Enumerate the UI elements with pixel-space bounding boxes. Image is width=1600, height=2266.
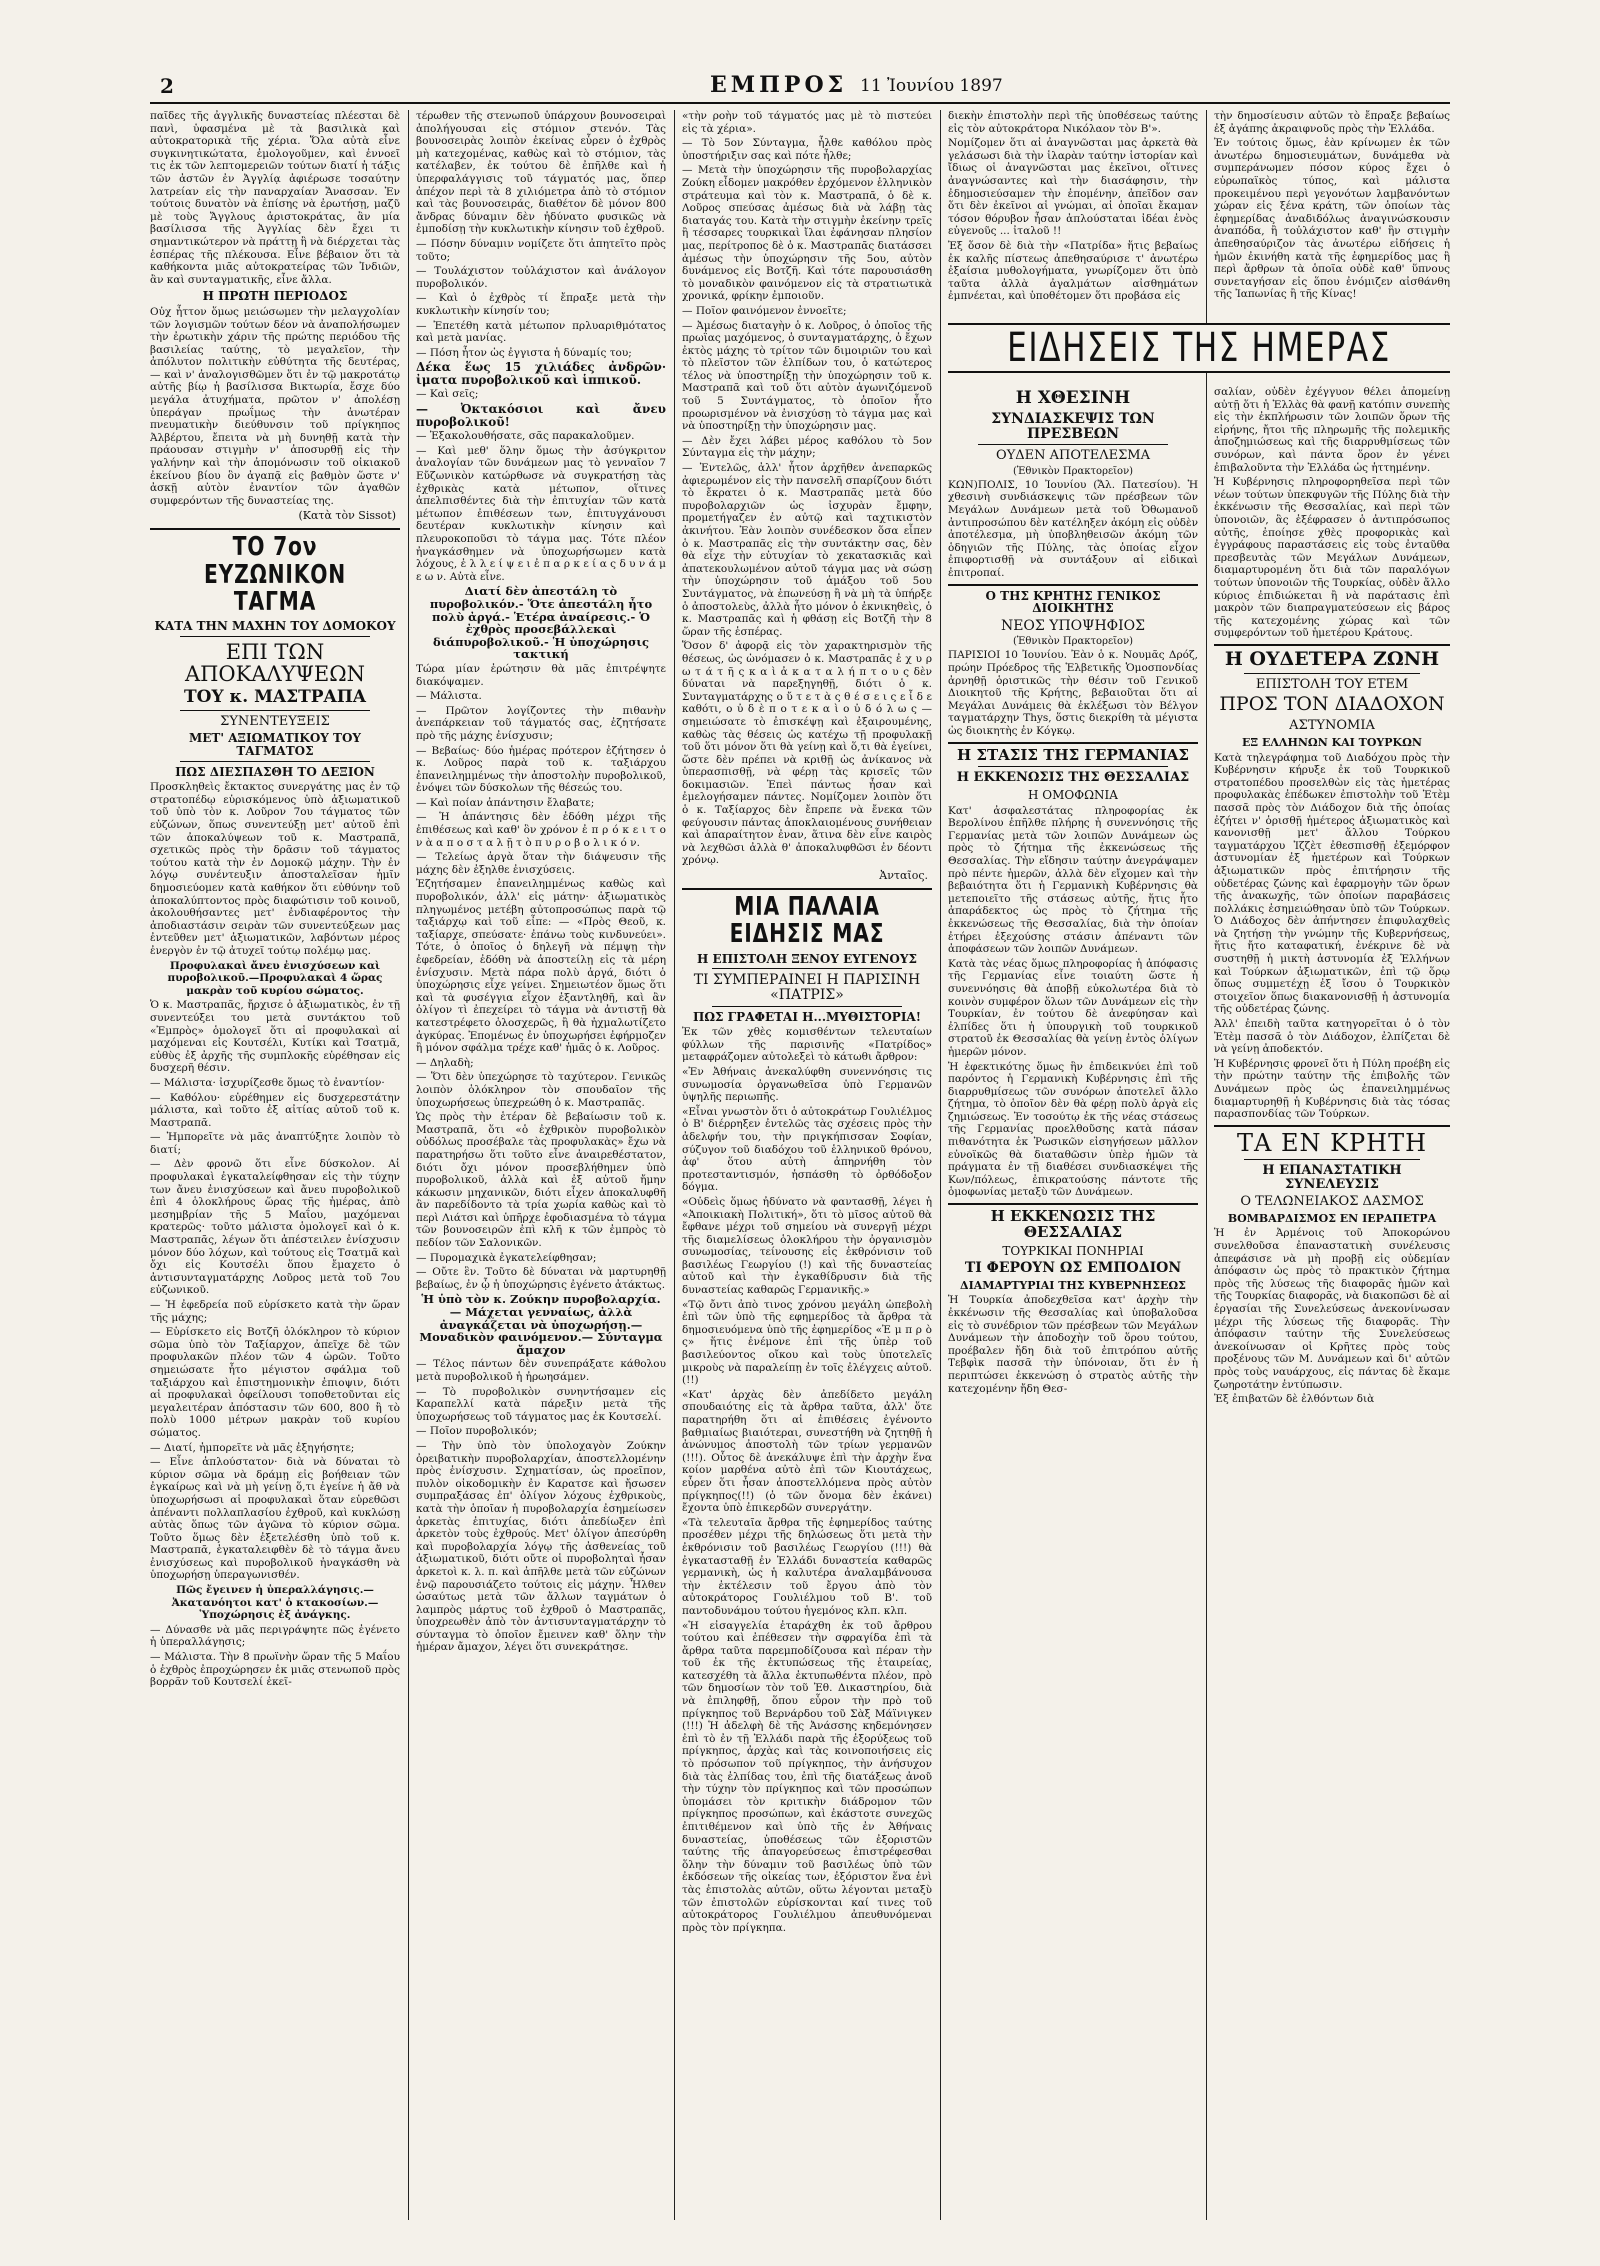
headline: ΕΙΔΗΣΕΙΣ ΤΗΣ ΗΜΕΡΑΣ	[1007, 325, 1391, 371]
source-credit: (Ἐθνικὸν Πρακτορεῖον)	[1012, 636, 1134, 648]
divider	[712, 968, 902, 969]
paragraph: Νομίζομεν ὅτι αἱ ἀναγνῶσται μας ἀρκετὰ θὰ γελάσωσι διὰ τὴν ἱλαρὰν ταύτην ἱστορίαν καὶ ἴδιως οἱ ἀναγνῶσται μας ἐκεῖνοι, οἵτινες ἀναγνώσαντες καὶ τὴν διασάφησιν, τὴν ἐδημοσιεύσαμεν τὴν ἐπομένην, ἀπεῖδον σαν ὅτι δὲν ἐκεῖνοι αἱ γνώμαι, αἱ ὁποῖαι ἔκαμαν τόσον θόρυβον ἦσαν ἀπλούσταται ἰδέαι ἑνὸς εὐγενοῦς ... ἰταλοῦ !!	[948, 137, 1198, 238]
bold-lead: Δέκα ἕως 15 χιλιάδες ἀνδρῶν· ἰματα πυροβολικοῦ καὶ ἱππικοῦ.	[416, 360, 666, 387]
paragraph: παῖδες τῆς ἀγγλικῆς δυναστείας πλέεσται δὲ πανὶ, ὑφασμένα μὲ τὰ βασιλικὰ καὶ αὐτοκρατορικὰ τῆς χέρια. Ὅλα αὐτὰ εἶνε συγκινητικώτατα, ἐμολογοῦμεν, καὶ ἐννοεῖ τις ἐκ τῶν λεπτομερειῶν τούτων διατί ἡ τάξις τῶν ἀστῶν ἐν Ἀγγλίᾳ ἀφιέρωσε τοσαύτην λατρείαν εἰς τὴν παναρχαίαν Ἄνασσαν. Ἐν τούτοις δυνατὸν νὰ ἐπίσης νὰ ἐρωτήσῃ, μαζῦ μὲ τοὺς Ἄγγλους ἀριστοκράτας, ἂν μία βασίλισσα τῆς Ἀγγλίας δὲν ἔχει τι σημαντικώτερον νὰ πράττῃ ἢ νὰ διέρχεται τὰς ἑσπέρας τῆς πλέκουσα. Εἶνε βέβαιον ὅτι τὰ καθήκοντα μιᾶς αὐτοκρατείρας τῶν Ἰνδιῶν, ἂν καὶ συνταγματικῆς, εἶνε ἄλλα.	[150, 110, 400, 286]
paragraph: Ἐν τούτοις ὅμως, ἐὰν κρίνωμεν ἐκ τῶν ἀνωτέρω δημοσιευμάτων, δυνάμεθα νὰ συμπεράνωμεν πόσον κύρος ἔχει ὁ εὐρωπαϊκὸς τύπος, καὶ μάλιστα προκειμένου περὶ γεγονότων λαμβανόντων χώραν εἰς ξένα κράτη, τῶν ὁποίων τὰς ἐφημερίδας ἀναδιδόλως ἀναγινώσκουσιν ἀναπόδα, ἢ τοὐλάχιστον καθ' ἣν στιγμὴν ἀπεθησαύριζον τὰς ἀνωτέρω εἰδήσεις ἡ ἡμῶν ἐκινήθη κατὰ τῆς ἐφημερίδος μας ἢ περὶ ἄρθρων τὰ ὁποῖα οὐδὲ καθ' ὕπνους συνεταγήσαν εἰς ὅπου ἐνόμιζεν αἰσθάνθη τῆς Ἰαπωνίας ἢ τῆς Κίνας!	[1214, 137, 1450, 301]
paragraph: — Πυρομαχικὰ ἐγκατελείφθησαν;	[416, 1251, 597, 1264]
subheadline: ΕΞ ΕΛΛΗΝΩΝ ΚΑΙ ΤΟΥΡΚΩΝ	[1242, 736, 1422, 750]
paragraph: τέρωθεν τῆς στενωποῦ ὑπάρχουν βουνοσειραὶ ἀπολήγουσαι εἰς στόμιον στενόν. Τὰς βουνοσειρὰς λοιπὸν ἐκείνας εὗρεν ὁ ἐχθρὸς μὴ κατεχομένας, καθὼς καὶ τὸ στόμιον, τὰς κατέλαβεν, ἐκ τούτου δὲ ἐπῆλθε καὶ ἡ ὑπερφαλάγγισις τοῦ τάγματός μας, ὅπερ ἀπέχον περὶ τὰ 8 χιλιόμετρα ἀπὸ τὸ στόμιον καὶ τὰς βουνοσειράς, διαθέτον δὲ μόνον 800 ἄνδρας δύναμιν δὲν ἠδύνατο φυσικῶς νὰ ἐμποδίσῃ τὴν κυκλωτικὴν κίνησιν τοῦ ἐχθροῦ.	[416, 110, 666, 236]
divider	[948, 584, 1198, 586]
column-3	[682, 110, 932, 2220]
paragraph: «Ἡ εἰσαγγελία ἐταράχθη ἐκ τοῦ ἄρθρου τούτου καὶ ἐπέθεσεν τὴν σφραγίδα ἐπὶ τὰ ἄρθρα ταῦτα παρεμποδίζουσα καὶ πέραν τὴν τοῦ ἐκ τῆς ἐκτυπώσεως τῆς ἑταιρείας, κατεσχέθη τὰ ἄλλα ἐκτυπωθέντα πλέον, πρὸ τῶν δημοσίων τὸν τοῦ Ἐθ. Δικαστηρίου, διὰ νὰ ἐπιληφθῇ, ὅπου εὗρον τὴν πρὸ τοῦ πρίγκηπος τοῦ Βερνάρδου τοῦ Σὰξ Μάϊνιγκεν (!!!) Ἡ ἀδελφὴ δὲ τῆς Ἀνάσσης κηδεμόνησεν ἐπὶ τὸ ἐν τῇ Ἑλλάδι παρὰ τῆς ἐξορύξεως τοῦ πρίγκηπος, ἀρχὰς καὶ τὰς κοινοποιήσεις εἰς τὸ πρόσωπον τοῦ πρίγκηπος, τὴν ἀνήσυχον διὰ τὰς ἐλπίδας του, ἐπὶ τῆς διατάξεως ἀνοῦ τὴν τύχην τὸν πρίγκηπος καὶ τῶν προσώπων ὑπομάσει τὸν κριτικὴν διάδρομον τῶν πρίγκηπος προσώπων, καὶ ἐκάστοτε συνεχῶς ἐπιτιθέμενον καὶ ὑπὸ τῆς ἐν Ἀθήναις δυναστείας, ὑποθέσεως τῶν ἐξοριστῶν ταύτης τῆς ἀπαγορεύσεως ἐπιστρέφεσθαι ὅλην τὴν δύναμιν τοῦ βασιλέως ὑπὸ τῶν ἐκδόσεων τῆς οἰκείας των, ἐξόριστον ἕνα ἑνὶ τὰς ἐπιστολὰς αὐτῶν, οὕτω λέγονται μεταξὺ τῶν ἐπιστολῶν εὑρίσκονται καί τινες τοῦ αὐτοκράτορος Γουλιέλμου ἀπευθυνόμεναι πρὸς τὸν πρίγκηπα.	[682, 1619, 932, 1934]
headline: ΕΠΙ ΤΩΝ ΑΠΟΚΑΛΥΨΕΩΝ	[184, 639, 366, 686]
paragraph: — Πόσην δύναμιν νομίζετε ὅτι ἀπητεῖτο πρὸς τοῦτο;	[416, 237, 666, 263]
subheadline: Η ΕΠΑΝΑΣΤΑΤΙΚΗ ΣΥΝΕΛΕΥΣΙΣ	[1262, 1162, 1402, 1192]
paragraph: Ἐζητήσαμεν ἐπανειλημμένως καθὼς καὶ πυροβολικόν, ἀλλ' εἰς μάτην· ἀξιωματικὸς πληγωμένος μετέβη αὐτοπροσώπως παρὰ τῷ ταξιάρχῳ καὶ τοῦ εἶπε: — «Πρὸς Θεοῦ, κ. ταξίαρχε, σπεύσατε· ἐπάνω τοὺς κινδυνεύει». Τότε, ὁ ὁποῖος ὁ δηλεγῆ νὰ πέμψῃ τὴν ἐφεδρείαν, ἐδόθη νὰ ἀποστείλῃ εἰς τὰ μέρη ἐνίσχυσιν. Μετὰ πάρα πολὺ ἀργά, διότι ὁ ὑποχώρησις εἶχε γείνει. Σημειωτέον ὅμως ὅτι καὶ τὰ φυσέγγια εἶχον ἐξαντληθῆ, καὶ ἂν ὀλίγον τὶ ἐπεχείρει τὸ τάγμα νὰ ἀντιστῇ θὰ κατεστρέφετο ὁλοσχερῶς, ἢ θὰ ἠχμαλωτίζετο ἀγκύρας. Ἐπομένως ἐν ὑποχωρήσει ἐφήρμοζεν ἢ μόνον σφάλμα τρέχε καθ' ἡμᾶς ὁ κ. Λοῦρος.	[416, 878, 666, 1055]
paragraph: — Ἐπετέθη κατὰ μέτωπον πρλυαριθμότατος καὶ μετὰ μανίας.	[416, 319, 666, 345]
paragraph: Ὡς πρὸς τὴν ἑτέραν δὲ βεβαίωσιν τοῦ κ. Μαστραπᾶ, ὅτι «ὁ ἐχθρικὸν πυροβολικὸν οὐδόλως προσέβαλε τὰς προφυλακὰς» ἔχω νὰ παρατηρήσω ὅτι τοῦτο εἶνε ἀναιρεθέστατον, διότι ὄχι μόνον προσεβλήθημεν ὑπὸ πυροβολικοῦ, ἀλλὰ καὶ ἐξ αὐτοῦ ἤμην κάκωσιν μηχανικῶν, διότι εἶχεν ἀποκαλυφθῆ ἂν παρεδίδοντο τὰ τρία χωρία καθὼς καὶ τὸ περὶ Λιάτσι καὶ ὑπῆρχε ἐφοδιασμένα τὸ τάγμα τῶν βουνοσειρῶν ἐπὶ κλῆ κ τῶν ἐμπρὸς τὸ πεδίον τῶν Σαλονικῶν.	[416, 1111, 666, 1250]
divider	[150, 528, 400, 530]
divider	[682, 888, 932, 890]
paragraph: — Οὔτε ἓν. Τοῦτο δὲ δύναται νὰ μαρτυρηθῇ βεβαίως, ἐν ᾧ ἡ ὑποχώρησις ἐγένετο ἀτάκτως.	[416, 1266, 666, 1291]
bold-lead: — Ὀκτακόσιοι καὶ ἄνευ πυροβολικοῦ!	[416, 402, 666, 429]
paragraph: «Εἶναι γνωστὸν ὅτι ὁ αὐτοκράτωρ Γουλιέλμος ὁ Β' διέρρηξεν ἐντελῶς τὰς σχέσεις πρὸς τὴν ἀδελφήν του, τὴν πριγκήπισσαν Σοφίαν, σύζυγον τοῦ διαδόχου τοῦ ἑλληνικοῦ θρόνου, ἀφ' ὅτου αὐτὴ ἀπηρνήθη τὸν προτεσταντισμόν, ἡσπάσθη τὸ ὀρθόδοξον δόγμα.	[682, 1105, 932, 1194]
subheadline: Η ΕΚΚΕΝΩΣΙΣ ΤΗΣ ΘΕΣΣΑΛΙΑΣ	[956, 770, 1190, 786]
page-number: 2	[160, 74, 174, 98]
paragraph: — Ὅτι δὲν ὑπεχώρησε τὸ ταχύτερον. Γενικῶς λοιπὸν ὁλόκληρον τὸν σπουδαῖον τῆς ὑποχωρήσεως ὑπεχρεώθη ὁ κ. Μαστραπᾶς.	[416, 1071, 666, 1109]
paragraph: — Ποῖον φαινόμενον ἐννοεῖτε;	[682, 304, 847, 317]
paragraph: Προσκληθεὶς ἔκτακτος συνεργάτης μας ἐν τῷ στρατοπέδῳ εὑρισκόμενος ὑπὸ ἀξιωματικοῦ τοῦ ὑπὸ τὸν κ. Λοῦρον 7ου τάγματος τῶν εὐζώνων, ὅπως συνεντεύξῃ μετ' αὐτοῦ ἐπὶ τῶν ἀποκαλύψεων τοῦ κ. Μαστραπᾶ, σχετικῶς πρὸς τὴν δρᾶσιν τοῦ τάγματος τούτου κατὰ τὴν ἐν Δομοκῷ μάχην. Τὴν ἐν λόγῳ συνέντευξιν ἀποσταλεῖσαν ἡμῖν δημοσιεύομεν κατὰ καθήκον ὅτι εὐθύνην τοῦ ἀποκαλύπτοντος πρὸς διαφώτισιν τοῦ κοινοῦ, ἀκολουθήσαντες μετ' ἐνδιαφέροντος τὴν ἀποδιαστάσιν σειρὰν τῶν συνεντεύξεων μας ἐντεῦθεν μετ' ἀξιωματικῶν, λαβόντων μέρος ἐνεργὸν ἐν τῷ ἀτυχεῖ τούτῳ πολέμῳ μας.	[150, 781, 400, 957]
subheadline: Η ΟΜΟΦΩΝΙΑ	[1028, 788, 1118, 803]
divider	[180, 710, 370, 711]
paragraph: «Οὐδεὶς ὅμως ἠδύνατο νὰ φαντασθῇ, λέγει ἡ «Ἀποικιακὴ Πολιτική», ὅτι τὸ μῖσος αὐτοῦ θὰ ἔφθανε μέχρι τοῦ σημείου νὰ συνεργῇ μέχρι τῆς διαμελίσεως ὁλοκλήρου τὴν ὀργανισμὸν συνωμοσίας, τείνουσης εἰς ἐκθρόνισιν τοῦ βασιλέως Γεωργίου (!) καὶ τῆς δυναστείας αὐτοῦ καὶ τὴν ἐγκαθίδρυσιν διὰ τῆς δυναστείας καθαρῶς Γερμανικῆς.»	[682, 1195, 932, 1297]
bold-lead: Ἡ ὑπὸ τὸν κ. Ζούκην πυροβολαρχία.— Μάχεται γενναίως, ἀλλὰ ἀναγκάζεται νὰ ὑποχωρήσῃ.— Μοναδικὸν φαινόμενον.— Σύνταγμα ἄμαχον	[419, 1292, 663, 1357]
column-rule	[674, 110, 675, 2220]
paragraph: ΚΩΝ)ΠΟΛΙΣ, 10 Ἰουνίου (Ἄλ. Πατεσίου). Ἡ χθεσινὴ συνδιάσκεψις τῶν πρέσβεων τῶν Μεγάλων Δυνάμεων μετὰ τοῦ Ὀθωμανοῦ ἀντιπροσώπου δὲν κατέληξεν ἀκόμη εἰς οὐδὲν ἀποτέλεσμα, μὴ ὑποβληθεισῶν ἀκόμη τῶν ὁδηγιῶν τῆς Πύλης, τὰς ὁποίας εἶχον ἐπιφορτισθῇ νὰ συντάξουν αἱ εἰδικαὶ ἐπιτροπαί.	[948, 478, 1198, 580]
headline: Η ΟΥΔΕΤΕΡΑ ΖΩΝΗ	[1224, 647, 1440, 670]
issue-date: 11 Ἰουνίου 1897	[860, 76, 1003, 96]
paragraph: Ἀλλ' ἐπειδὴ ταῦτα κατηγορεῖται ὁ ὁ τὸν Ἐτὲμ πασσᾶ ὁ τὸν Διάδοχον, ἐλπίζεται δὲ νὰ γείνῃ ἀποδεκτόν.	[1214, 1018, 1450, 1056]
column-2	[416, 110, 666, 2220]
paragraph: — Καὶ σεῖς;	[416, 388, 479, 401]
divider	[712, 1006, 902, 1007]
divider	[1214, 644, 1450, 646]
paragraph: — Ἐντελῶς, ἀλλ' ἦτον ἀρχῆθεν ἀνεπαρκῶς ἀφιερωμένον εἰς τὴν πανσελῆ σπαρίζουν διότι τὸ ἔκρατει ὁ κ. Μαστραπᾶς μετὰ δύο πυροβολαρχιῶν ὡς ἰσχυρὰν ἔμφην, προμετήγαζεν ἐν αὐτῷ καὶ ταχτικιστὸν ἀκινήτου. Ἐὰν λοιπὸν συνέδεσκον ὅσα εἶπεν ὁ κ. Μαστραπᾶς εἰς τὴν συντάκτην σας, δὲν θὰ εἶχε τὴν εὐτυχίαν τὸ χεκατασκιᾶς καὶ ἀπατεκουλωμένον αὐτοῦ τάγμα μας νὰ σώσῃ τὴν ὑποχώρησιν τοῦ ἁμάξου τοῦ 5ου Συντάγματος, νὰ ἐπωνεύσῃ ἢ νὰ μὴ τὰ ὑπήρξε ὁ ἀποστολεὺς, ἀλλὰ ἦτο μόνον ὁ ἐκνικηθεὶς, ὁ κ. Μαστραπᾶς καὶ ἡ φθάσῃ εἰς Βοτζῆ τὴν 8 ὥραν τῆς ἑσπέρας.	[682, 462, 932, 638]
divider	[180, 636, 370, 637]
subheadline: ΜΕΤ' ΑΞΙΩΜΑΤΙΚΟΥ ΤΟΥ ΤΑΓΜΑΤΟΣ	[189, 731, 361, 759]
column-5	[1214, 110, 1450, 320]
subheadline: ΣΥΝΔΙΑΣΚΕΨΙΣ ΤΩΝ ΠΡΕΣΒΕΩΝ	[991, 410, 1155, 442]
divider	[978, 766, 1168, 767]
paragraph: — Μάλιστα. Τὴν 8 πρωϊνὴν ὥραν τῆς 5 Μαΐου ὁ ἐχθρὸς ἐπροχώρησεν ἐκ μιᾶς στενωποῦ πρὸς βορρᾶν τοῦ Κουτσελί ἐκεῖ-	[150, 1651, 400, 1689]
bold-lead: Πῶς ἔγεινεν ἡ ὑπεραλλάγησις.—Ἀκατανόητοι κατ' ὀ κτακοσίων.—Ὑποχώρησις ἐξ ἀνάγκης.	[171, 1584, 379, 1622]
paragraph: «Κατ' ἀρχὰς δὲν ἀπεδίδετο μεγάλη σπουδαιότης εἰς τὰ ἄρθρα ταῦτα, ἀλλ' ὅτε παρατηρήθη ὅτι αἱ ἐπιθέσεις ἐγένοντο βαθμιαίως βιαιότεραι, συνεστήθη νὰ ζητηθῇ ἡ ἀνώνυμος ἀποστολὴ τῶν τρίων γερμανῶν (!!!). Οὗτος δὲ ἀνεκάλυψε ἐπὶ τὴν ἀρχὴν ἕνα κοίον μαρθένα αὐτὸ ἐπὶ τῶν Κιουτάχεως, εὗρεν ὅτι ἦσαν ἀποστελλόμενα πρὸς αὐτὸν πρίγκηπος(!!) (ὁ τῶν ὄνομα δὲν ἐκάνει) ἔχοντα ὑπὸ ἐπικερδῶν συνεργάτην.	[682, 1388, 932, 1515]
column-rule	[1206, 110, 1207, 2220]
subheadline: ΣΥΝΕΝΤΕΥΞΕΙΣ	[220, 713, 330, 729]
subheadline: ΔΙΑΜΑΡΤΥΡΙΑΙ ΤΗΣ ΚΥΒΕΡΝΗΣΕΩΣ	[960, 1278, 1186, 1292]
subheadline: ΚΑΤΑ ΤΗΝ ΜΑΧΗΝ ΤΟΥ ΔΟΜΟΚΟΥ	[154, 619, 396, 634]
attribution: (Κατὰ τὸν Sissot)	[298, 509, 396, 523]
divider	[948, 1203, 1198, 1205]
paragraph: — Ἠμπορεῖτε νὰ μᾶς ἀναπτύξητε λοιπὸν τὸ διατί;	[150, 1131, 400, 1156]
paragraph: — Μάλιστα.	[416, 690, 482, 703]
paragraph: — Διατί, ἠμπορεῖτε νὰ μᾶς ἐξηγήσητε;	[150, 1441, 355, 1454]
subheadline: ΤΙ ΦΕΡΟΥΝ ΩΣ ΕΜΠΟΔΙΟΝ	[964, 1260, 1182, 1277]
section-heading: Η ΠΡΩΤΗ ΠΕΡΙΟΔΟΣ	[202, 289, 348, 304]
headline-band	[948, 323, 1450, 373]
paragraph: τὴν δημοσίευσιν αὐτῶν τὸ ἔπραξε βεβαίως ἐξ ἀγάπης ἀκραιφνοῦς πρὸς τὴν Ἑλλάδα.	[1214, 110, 1450, 135]
headline: Η ΣΤΑΣΙΣ ΤΗΣ ΓΕΡΜΑΝΙΑΣ	[957, 745, 1189, 764]
headline: ΤΟΥ κ. ΜΑΣΤΡΑΠΑ	[184, 686, 366, 707]
paragraph: — Ἀμέσως διαταγὴν ὁ κ. Λοῦρος, ὁ ὁποῖος τῆς πρωΐας μαχόμενος, ὁ συνταγματάρχης, ὁ ἔχων ἐκτὸς μάχης τὸ τρίτον τῶν διμοιριῶν του καὶ τὸ πλεῖστον τῶν ἐλπίδων του, ὁ κατώτερος τέλος νὰ ὑποστηρίξῃ τὴν ὑποχώρησιν τοῦ κ. Μαστραπᾶ καὶ τοῦ ὅτι αὐτὸν ἀγωνιζόμενοῦ τοῦ 5 Συντάγματος, τὸ ὁποῖον ἦτο προωρισμένον νὰ ἐνισχύσῃ τὸ τάγμα μας καὶ νὰ ὑποστηρίξῃ τὴν ὑποχώρησιν μας.	[682, 319, 932, 433]
paragraph: σαλίαν, οὐδὲν ἐχέγγυον θέλει ἀπομείνῃ αὐτῇ ὅτι ἡ Ἑλλὰς θὰ φανῇ κατόπιν συνεπὴς εἰς τὴν ἐκπλήρωσιν τῶν λοιπῶν ὅρων τῆς εἰρήνης, ἤτοι τῆς πληρωμῆς τῆς πολεμικῆς ἀποζημιώσεως καὶ τῆς διαρρυθμίσεως τῶν συνόρων, καὶ πάντα ὅρον ἐν γένει ἐπιβαλοῦντα τὴν Ἑλλάδα ὡς ἡττημένην.	[1214, 386, 1450, 474]
paragraph: — Εἶνε ἀπλούστατον· διὰ νὰ δύναται τὸ κύριον σῶμα νὰ δράμῃ εἰς βοήθειαν τῶν ἐγκαίρως καὶ νὰ μὴ γείνῃ ὅ,τι ἐγείνε ἡ ἄθ νὰ ὑποχωρήσωσι αἱ προφυλακαὶ ὅταν εὑρεθῶσι ἀπέναντι πολλαπλασίου ἐχθροῦ, καὶ κυκλώσῃ αὐτὰς ὅπως τῶν ἀγῶνα τὸ κύριον σῶμα. Τοῦτο ὅμως δὲν ἐξετελέσθη ὑπὸ τοῦ κ. Μαστραπᾶ, ἐγκαταλειφθὲν δὲ τὸ τάγμα ἄνευ ἐνισχύσεως καὶ πυροβολικοῦ ἠναγκάσθη νὰ ὑποχωρήσῃ ὑπεραγωνισθέν.	[150, 1456, 400, 1582]
paragraph: — Τουλάχιστον τοὐλάχιστον καὶ ἀνάλογον πυροβολικόν.	[416, 265, 666, 290]
paragraph: Ἡ ἐφεκτικότης ὅμως ἣν ἐπιδεικνύει ἐπὶ τοῦ παρόντος ἡ Γερμανικὴ Κυβέρνησις ἐπὶ τῆς διαρρυθμίσεως τῶν συνόρων ἀποτελεῖ ἄλλο ζήτημα, τὸ ὁποῖον δὲν θὰ φέρῃ πολὺ ἀργὰ εἰς ζημιώσεως. Ἐν τοσούτῳ ἐκ τῆς νέας στάσεως τῆς Γερμανίας προελθοῦσης κατὰ πάσαν πιθανότητα ἐκ Ῥωσικῶν εἰσηγήσεων μᾶλλον εὐνοϊκῶς θὰ διαταθῶσιν ὑπὲρ ἡμῶν τὰ πράγματα ἐν τῇ διαθέσει συνδιασκέψει τῆς Κων/πόλεως, ἐπικρατούσης πάντοτε τῆς ὁμοφωνίας μεταξὺ τῶν Δυνάμεων.	[948, 1060, 1198, 1199]
paragraph: Κατὰ τὰς νέας ὅμως πληροφορίας ἡ ἀπόφασις τῆς Γερμανίας εἶνε τοιαύτη ὥστε ἡ συνεννόησις θὰ ἀποβῇ εὐκολωτέρα διὰ τὸ κοινὸν συμφέρον ὅλων τῶν Δυνάμεων εἰς τὴν Τουρκίαν, ἐν τούτου δὲ ἀνεφύησαν καὶ ἐλπίδες ὅτι ἡ ὑπουργικὴ τοῦ τουρκικοῦ στρατοῦ ἐκ Θεσσαλίας θὰ γείνῃ ἐντὸς ὀλίγων ἡμερῶν μόνον.	[948, 957, 1198, 1058]
subheadline: Η ΕΠΙΣΤΟΛΗ ΞΕΝΟΥ ΕΥΓΕΝΟΥΣ	[697, 951, 917, 966]
subheadline: ΝΕΟΣ ΥΠΟΨΗΦΙΟΣ	[1000, 617, 1146, 634]
subheadline: Ο ΤΕΛΩΝΕΙΑΚΟΣ ΔΑΣΜΟΣ	[1240, 1194, 1424, 1210]
paragraph: — Τέλος πάντων δὲν συνεπράξατε κάθολου μετὰ πυροβολικοῦ ἡ ἠρωησάμεν.	[416, 1358, 666, 1383]
headline: ΤΟ 7ον ΕΥΖΩΝΙΚΟΝ ΤΑΓΜΑ	[204, 532, 346, 617]
paragraph: — Δὲν ἔχει λάβει μέρος καθόλου τὸ 5ον Σύνταγμα εἰς τὴν μάχην;	[682, 434, 932, 460]
source-credit: (Ἐθνικὸν Πρακτορεῖον)	[1012, 465, 1134, 477]
paragraph: — Πρῶτον λογίζοντες τὴν πιθανὴν ἀνεπάρκειαν τοῦ τάγματός σας, ἐζητήσατε πρὸ τῆς μάχης ἐνίσχυσιν;	[416, 704, 666, 742]
paragraph: Ἡ ἐν Ἀρμένοις τοῦ Ἀποκορώνου συνελθοῦσα ἐπαναστατικὴ συνέλευσις ἀπεφάσισε νὰ μὴ προβῇ εἰς οὐδεμίαν ἀπόφασιν ὡς πρὸς τὸ πρακτικὸν ζήτημα πρὸς τῆς λύσεως τῆς διαφορᾶς ἡμῶν καὶ τῆς Τουρκίας διαφορᾶς, νὰ διακοπῶσι δὲ αἱ ἐργασίαι τῆς Συνελεύσεως ἀνεκονίνωσαν μέχρι τῆς λύσεως τῆς διαφορᾶς. Τὴν ἀπόφασιν ταύτην τῆς Συνελεύσεως ἀνεκοίνωσαν οἱ Κρῆτες πρὸς τοὺς προξένους τῶν Μ. Δυνάμεων καὶ δι' αὐτῶν πρὸς τοὺς ναυάρχους, εἰς πάντας δὲ ἔκαμε ζωηροτάτην ἐντύπωσιν.	[1214, 1227, 1450, 1391]
headline: Η ΧΘΕΣΙΝΗ	[1015, 388, 1131, 408]
paragraph: Ἐξ ὅσον δὲ διὰ τὴν «Πατρίδα» ἥτις βεβαίως ἐκ καλῆς πίστεως ἀπεθησαύρισε τ' ἀνωτέρω ἐξαίσια μυθολογήματα, γνωρίζομεν ὅτι ὑπὸ ταῦτα ἀλλὰ ἀγαλμάτων αἰσθημάτων ἐμπνέεται, καὶ ὑποθέτομεν ὅτι προβάσα εἰς	[948, 239, 1198, 303]
subheadline: ΤΙ ΣΥΜΠΕΡΑΙΝΕΙ Η ΠΑΡΙΣΙΝΗ «ΠΑΤΡΙΣ»	[693, 972, 921, 1003]
paragraph: Ὅσον δ' ἀφορᾷ εἰς τὸν χαρακτηρισμὸν τῆς θέσεως, ὡς ὠνόμασεν ὁ κ. Μαστραπᾶς ἐ χ υ ρ ω τ ά τ ῆ ς κ α ὶ ἀ κ α τ α λ ή π τ ο υ ς δὲν δύναται νὰ παρεξηγηθῇ, διότι ὁ κ. Συνταγματάρχης ο ὔ τ ε τ ὰ ς θ έ σ ε ι ς ε ἶ δ ε καθότι, ο ὐ δ ὲ π ο τ ε κ α ὶ ο ὐ δ ό λ ω ς — σημειώσατε τὸ ἐπισκέψῃ καὶ ἐξαιρουμένης, καθὼς τὰς θέσεις ὡς κατέχω τῇ προφυλακῇ τοῦ ὅτι μόνον ὅτι θὰ γείνῃ καὶ ὅ,τι θὰ ἐγείνει, ὥστε δὲν πρέπει νὰ κριθῇ ὡς ἀνίκανος νὰ ὑπερασπισθῇ, νὰ φέρῃ τὰς κρισεῖς τῶν δοκιμασιῶν. Ἐπεὶ πάντως ἦσαν καὶ ἐμελογήσαμεν πάντες. Νομίζομεν λοιπὸν ὅτι ὁ κ. Ταξίαρχος δὲν ἔπρεπε νὰ ἔνεκα τῶν φεύγουσιν πάντας ἀποκλαιομένους συνήθειαν καὶ ἀπαραίτητον ἐναν, ἅτινα δὲν εἶνε καιρὸς νὰ λεχθῶσι ἀλλὰ θ' ἀποκαλυφθῶσι ἐν δέοντι χρόνῳ.	[682, 640, 932, 867]
subheadline: ΠΩΣ ΔΙΕΣΠΑΣΘΗ ΤΟ ΔΕΞΙΟΝ	[175, 764, 375, 779]
paragraph: — Δηλαδὴ;	[416, 1056, 474, 1069]
divider	[1244, 673, 1420, 674]
paragraph: «τὴν ροὴν τοῦ τάγματός μας μὲ τὸ πιστεύει εἰς τὰ χέρια».	[682, 110, 932, 135]
paragraph: Ἡ Κυβέρνησις πληροφορηθεῖσα περὶ τῶν νέων τούτων ὑπεκφυγῶν τῆς Πύλης διὰ τὴν ἐκκένωσιν τῆς Θεσσαλίας, καὶ περὶ τῶν ὑπονοιῶν, ἃς ἐξέφρασεν ὁ ἀντιπρόσωπος αὐτῆς, ἐποίησε χθὲς προφορικὰς καὶ ἐγγράφους παραστάσεις εἰς τοὺς ἐνταῦθα πρεσβευτὰς τῶν Μεγάλων Δυνάμεων, διαμαρτυρομένη ὅτι διὰ τῶν παραλόγων τούτων ὑπονοιῶν τῆς Τουρκίας, οὐδὲν ἄλλο κύριος ἐπιδιώκεται ἢ νὰ παράτασις ἐπὶ μακρὸν τῶν διαπραγματεύσεων εἰς βάρος τῆς κατεχομένης χώρας καὶ τῶν συμφερόντων τοῦ ἡμετέρου Κράτους.	[1214, 476, 1450, 640]
headline: Η ΕΚΚΕΝΩΣΙΣ ΤΗΣ ΘΕΣΣΑΛΙΑΣ	[990, 1207, 1156, 1241]
paragraph: — Τὴν ὑπὸ τὸν ὑπολοχαγὸν Ζούκην ὀρειβατικὴν πυροβολαρχίαν, ἀποστελλομένην πρὸς ἐνίσχυσιν. Σχηματίσαν, ὡς προεῖπον, πυλὸν οἰκοδομικὴν ἐν Καρατσε καὶ ἤσωσεν συμπραξάσας ἐπ' ὁλίγον λόχους ἐχθρικοὺς, κατὰ τὴν ὁποῖαν ἡ πυροβολαρχία ἐσημείωσεν ἀρκετὰς ἐπιτυχίας, διότι ἀπεδίωξεν ἐπὶ ἀρκετὸν τοὺς ἐχθρούς. Μετ' ὀλίγον ἀπεσύρθη καὶ πυροβολαρχία λόγῳ τῆς ἀσθενείας τοῦ ἀξιωματικοῦ, διότι οὔτε οἱ πυροβοληταὶ ἦσαν ἀρκετοὶ κ. λ. π. καὶ ἀπῆλθε μετὰ τῶν εὐζώνων ἐνῷ παρουσιάζετο τούτοις εἰς μάχην. Ἦλθεν ὡσαύτως μετὰ τῶν ἄλλων ταγμάτων ὁ λαμπρὸς μάρτυς τοῦ ἐχθροῦ ὁ Μαστραπᾶς, ὑποχρεωθὲν ἀπὸ τὸν ἀντισυνταγματάρχην τὸ σύνταγμα τὸ ὁποῖον ἔμεινεν καθ' ὅλην τὴν ἡμέραν ἄμαχον, λέγει ὅτι συνεκράτησε.	[416, 1439, 666, 1654]
paragraph: Οὐχ ἧττον ὅμως μειώσωμεν τὴν μελαγχολίαν τῶν λογισμῶν τούτων δέον νὰ ἀναπολήσωμεν τὴν ἐρωτικὴν χάριν τῆς πρώτης περιόδου τῆς βασιλείας ταύτης, τὸ μεγαλεῖον, τὴν ἀπόλυτον πολιτικὴν εὐθύτητα τῆς δευτέρας, — καὶ ν' ἀναλογισθῶμεν ὅτι ἐν τῷ μακροτάτῳ αὐτῆς βίῳ ἡ βασίλισσα Βικτωρία, ἔσχε δύο μεγάλα ἀτυχήματα, πρῶτον ν' ἀπολέσῃ ὑπεράγαν πρωΐμως τὴν ἀνωτέραν πνευματικὴν διεύθυνσιν τοῦ πρίγκηπος Ἀλβέρτου, ἔπειτα νὰ μὴ δυνηθῇ κατὰ τὴν πράουσαν στιγμὴν ν' ἀποσυρθῇ εἰς τὴν γαλήνην καὶ τὴν ἀπομόνωσιν τοῦ οἰκιακοῦ ἐκείνου βίου ὃν ἀγαπᾷ εἰς βαθμὸν ὥστε ν' ἀσκῇ αὐτὸν ἐναντίον τῶν ἀγαθῶν συμφερόντων τῆς δυναστείας της.	[150, 305, 400, 507]
subheadline: ΠΡΟΣ ΤΟΝ ΔΙΑΔΟΧΟΝ	[1219, 693, 1445, 716]
column-5-lower	[1214, 386, 1450, 2220]
paragraph: Ἐξ ἐπιβατῶν δὲ ἐλθόντων διὰ	[1214, 1393, 1375, 1406]
paragraph: — Ἡ ἀπάντησις δὲν ἐδόθη μέχρι τῆς ἐπιθέσεως καὶ καθ' ὃν χρόνον ἐ π ρ ό κ ε ι τ ο ν ὰ α π ο σ τ α λ ῇ τ ὸ π υ ρ ο β ο λ ι κ ό ν.	[416, 811, 666, 849]
paragraph: — Δύνασθε νὰ μᾶς περιγράψητε πῶς ἐγένετο ἡ ὑπεραλλάγησις;	[150, 1623, 400, 1649]
paragraph: Κατ' ἀσφαλεστάτας πληροφορίας ἐκ Βερολίνου ἐπῆλθε πλήρης ἡ συνεννόησις τῆς Γερμανίας μετὰ τῶν λοιπῶν Δυνάμεων ὡς πρὸς τὸ ζήτημα τῆς ἐκκενώσεως τῆς Θεσσαλίας. Τὴν εἴδησιν ταύτην ἀνεγράψαμεν πρὸ πέντε ἡμερῶν, ἀλλὰ δὲν εἴχομεν καὶ τὴν βεβαιότητα ὅτι ἡ Γερμανικὴ Κυβέρνησις θὰ μετεποιεῖτο τῆς στάσεως αὐτῆς, ἥτις ἦτο ἀπαράδεκτος ὡς πρὸς τὸ ζήτημα τῆς ἐκκενώσεως τῆς Θεσσαλίας, διὰ τὴν ὁποίαν ἐτήρει ἐξεχούσης στάσιν ἀπέναντι τῶν ἀποφάσεων τῶν λοιπῶν Δυνάμεων.	[948, 804, 1198, 956]
paragraph: «Τῷ ὄντι ἀπὸ τινος χρόνου μεγάλη ὠπεβολὴ ἐπὶ τῶν ὑπὸ τῆς εφημερίδος τὰ ἄρθρα τὰ δημοσιευόμενα ὑπὸ τῆς ἐφημερίδος «Ἐ μ π ρ ὸ ς» ἥτις ἐνέμονε ἐπὶ τῆς ὑπὲρ τοῦ βασιλεύοντος οἴκου καὶ τοὺς ὑποτελεῖς μικροὺς νὰ παραλείπῃ ἐν τοῖς ἐλέγχεις αὐτοῦ.(!!)	[682, 1298, 932, 1387]
column-1	[150, 110, 400, 2220]
paragraph: Ὁ κ. Μαστραπᾶς, ἤρχισε ὁ ἀξιωματικὸς, ἐν τῇ συνεντεύξει του μετὰ συντάκτου τοῦ «Ἐμπρὸς» ὁμολογεῖ ὅτι αἱ προφυλακαὶ αἱ μαχόμεναι εἰς Κουτσέλι, Κυτίκι καὶ Τσατμᾶ, εὐθὺς ἐξ ἀρχῆς τῆς συμπλοκῆς εὑρέθησαν εἰς δυσχερῆ θέσιν.	[150, 999, 400, 1075]
divider	[1244, 1159, 1420, 1160]
paragraph: — Καὶ ποίαν ἀπάντησιν ἔλαβατε;	[416, 796, 595, 809]
paragraph: Κατὰ τηλεγράφημα τοῦ Διαδόχου πρὸς τὴν Κυβέρνησιν κήρυξε ἐκ τοῦ Τουρκικοῦ στρατοπέδου προσελθὼν εἰς τὰς ἡμετέρας προφυλακὰς ἐπέδωκεν ἐπιστολὴν τοῦ Ἐτὲμ πασσᾶ πρὸς τὸν Διάδοχον διὰ τῆς ὁποίας ἐζήτει ν' ὁρισθῇ ἡμέτερος ἀξιωματικὸς καὶ κανονισθῇ μετ' ἄλλου Τούρκου ταγματάρχου Ἰζζὲτ ἐθεσπισθῇ ἐξεμόρφον ἀστυνομίαν ἐξ ἡμετέρων καὶ Τούρκων ἀξιωματικῶν πρὸς ἐπιτήρησιν τῆς οὐδετέρας ζώνης καὶ ἐφαρμογὴν τῶν ὅρων τῆς ἀνακωχῆς, τῶν ὁποίων παραβάσεις πολλάκις ἐσημειώθησαν ὑπὸ τῶν Τούρκων. Ὁ Διάδοχος δὲν ἀπήντησεν ἐπιφυλαχθεὶς νὰ ζητήσῃ τὴν γνώμην τῆς Κυβερνήσεως, ἥτις ἤτο καταφατική, ἐνέκρινε δὲ νὰ συστηθῇ ἡ μικτὴ ἀστυνομία ἐξ Ἑλλήνων καὶ Τούρκων ἀξιωματικῶν, ἐπὶ τῷ ὅρῳ ὅπως συμμετέχῃ ἐξ ἴσου ὁ Τουρκικὸν στοιχεῖον ὅπως διακανονισθῇ ἡ ἀστυνομία τῆς οὐδετέρας ζώνης.	[1214, 751, 1450, 1016]
headline: Ο ΤΗΣ ΚΡΗΤΗΣ ΓΕΝΙΚΟΣ ΔΙΟΙΚΗΤΗΣ	[985, 588, 1161, 616]
subheadline: ΤΟΥΡΚΙΚΑΙ ΠΟΝΗΡΙΑΙ	[1002, 1243, 1144, 1258]
bold-lead: Προφυλακαὶ ἄνευ ἐνισχύσεων καὶ πυροβολικοῦ.—Προφυλακαὶ 4 ὥρας μακρὰν τοῦ κυρίου σώματος.	[167, 959, 383, 997]
paragraph: — Καὶ ὁ ἐχθρὸς τί ἔπραξε μετὰ τὴν κυκλωτικὴν κίνησίν του;	[416, 292, 666, 317]
column-4-lower	[948, 386, 1198, 2220]
headline: ΜΙΑ ΠΑΛΑΙΑ ΕΙΔΗΣΙΣ ΜΑΣ	[729, 892, 885, 950]
signature: Ἀνταῖος.	[879, 869, 928, 883]
subheadline: ΕΠΙΣΤΟΛΗ ΤΟΥ ΕΤΕΜ	[1255, 676, 1409, 692]
paragraph: Ἐκ τῶν χθὲς κομισθέντων τελευταίων φύλλων τῆς παρισινῆς «Πατρίδος» μεταφράζομεν αὐτολεξεὶ τὸ κάτωθι ἄρθρον:	[682, 1026, 932, 1064]
paragraph: — Τὸ πυροβολικὸν συνηντήσαμεν εἰς Καραπελλί κατὰ πάρεξιν μετὰ τῆς ὑποχωρήσεως τοῦ τάγματος μας ἐκ Κουτσελί.	[416, 1385, 666, 1423]
paragraph: — Δὲν φρονῶ ὅτι εἶνε δύσκολον. Αἱ προφυλακαὶ ἐγκαταλείφθησαν εἰς τὴν τύχην των ἄνευ ἐνισχύσεων καὶ ἄνευ πυροβολικοῦ ἐπὶ 4 ὁλοκλήρους ὥρας τῆς ἡμέρας, ἀπὸ μεσημβρίαν τῆς 5 Μαΐου, μαχόμεναι κρατερῶς· τοῦτο μάλιστα ὁμολογεῖ καὶ ὁ κ. Μαστραπᾶς, λέγων ὅτι ἀπέστειλεν ἐνίσχυσιν μόνον δύο λόχων, καὶ τούτους εἰς Τσατμᾶ καὶ ὄχι εἰς Κουτσέλι ὅπου ἔμαχετο ὁ ἀντισυνταγματάρχης Λοῦρος μετὰ τοῦ 7ου εὐζωνικοῦ.	[150, 1158, 400, 1297]
subheadline: ΠΩΣ ΓΡΑΦΕΤΑΙ Η...ΜΥΘΙΣΤΟΡΙΑ!	[692, 1009, 922, 1024]
paragraph: «Ἐν Ἀθήναις ἀνεκαλύφθη συνεννόησις τις συνωμοσία ὀργανωθεῖσα ὑπὸ Γερμανῶν ὑψηλῆς περιωπῆς.	[682, 1065, 932, 1104]
bold-lead: Διατί δὲν ἀπεστάλη τὸ πυροβολικόν.- Ὅτε ἀπεστάλη ἦτο πολὺ ἀργά.- Ἑτέρα ἀναίρεσις.- Ὁ ἐχθρὸς προσεβάλλεκαὶ διάπυροβολικοῦ.- Ἡ ὑποχώρησις τακτική	[429, 584, 653, 662]
paragraph: — Μάλιστα· ἰσχυρίζεσθε ὅμως τὸ ἐναντίον·	[150, 1076, 385, 1089]
paragraph: διεκὴν ἐπιστολὴν περὶ τῆς ὑποθέσεως ταύτης εἰς τὸν αὐτοκράτορα Νικόλαον τὸν Β'».	[948, 110, 1198, 135]
paragraph: — Καθόλου· εὑρέθημεν εἰς δυσχερεστάτην μάλιστα, καὶ τοῦτο ἐξ αἰτίας αὐτοῦ τοῦ κ. Μαστραπᾶ.	[150, 1091, 400, 1129]
paragraph: — Εὑρίσκετο εἰς Βοτζῆ ὁλόκληρον τὸ κύριον σῶμα ὑπὸ τὸν Ταξίαρχον, ἀπεῖχε δὲ τῶν προφυλακῶν πλέον τῶν 4 ὡρῶν. Τοῦτο σημειώσατε ἦτο μέγιστον σφάλμα τοῦ ταξιάρχου καὶ ἐπιστημονικὴν ἐπιοψιν, διότι αἱ προφυλακαὶ ὀφείλουσι τοποθετοῦνται εἰς μεγαλειτέραν ἀπόστασιν τῶν 600, 800 ἢ τὸ πολὺ 1000 μέτρων μακρὰν τοῦ κυρίου σώματος.	[150, 1326, 400, 1439]
paragraph: — Τελείως ἀργὰ ὅταν τὴν διάψευσιν τῆς μάχης δὲν ἐξηλθε ἐνισχύσεις.	[416, 851, 666, 876]
paragraph: Τώρα μίαν ἐρώτησιν θὰ μᾶς ἐπιτρέψητε διακόψαμεν.	[416, 662, 666, 688]
column-rule	[408, 110, 409, 2220]
paragraph: — Ἡ ἐφεδρεία ποῦ εὑρίσκετο κατὰ τὴν ὥραν τῆς μάχης;	[150, 1299, 400, 1324]
paragraph: — Τὸ 5ον Σύνταγμα, ἦλθε καθόλου πρὸς ὑποστήριξιν σας καὶ πότε ἦλθε;	[682, 137, 932, 162]
paragraph: — Ποῖον πυροβολικόν;	[416, 1425, 538, 1438]
paragraph: ΠΑΡΙΣΙΟΙ 10 Ἰουνίου. Ἐὰν ὁ κ. Νουμᾶς Δρόζ, πρώην Πρόεδρος τῆς Ἑλβετικῆς Ὁμοσπονδίας ἀρνηθῇ ὁριστικῶς τὴν θέσιν τοῦ Γενικοῦ Διοικητοῦ τῆς Κρήτης, βεβαιοῦται ὅτι αἱ Μεγάλαι Δυνάμεις θὰ ἐκλέξωσι τὸν Βέλγον ταγματάρχην Thys, ὅστις διεκρίθη τὰ μέγιστα ὡς διοικητὴς ἐν Κόγκῳ.	[948, 649, 1198, 738]
subheadline: ΟΥΔΕΝ ΑΠΟΤΕΛΕΣΜΑ	[996, 448, 1150, 464]
paper-name: ΕΜΠΡΟΣ	[710, 72, 848, 98]
column-rule	[940, 110, 941, 2220]
paragraph: Ἡ Τουρκία ἀποδεχθεῖσα κατ' ἀρχὴν τὴν ἐκκένωσιν τῆς Θεσσαλίας καὶ ὑποβαλοῦσα εἰς τὸ συνέδριον τῶν πρέσβεων τῶν Μεγάλων Δυνάμεων τὴν ἀποδοχὴν τοῦ ὅρου τούτου, προέβαλεν ἤδη διὰ τοῦ ἐπιτρόπου αὐτῆς Τεβφὶκ πασσᾶ τὴν ὑπόνοιαν, ὅτι ἐν ἡ περιπτώσει ἐκκενώσῃ ὁ στρατὸς αὐτῆς τὴν κατεχομένην ἤδη Θεσ-	[948, 1294, 1198, 1395]
newspaper-page	[150, 68, 1450, 2218]
masthead	[150, 68, 1450, 104]
divider	[948, 742, 1198, 744]
divider	[180, 761, 370, 762]
paragraph: — Βεβαίως· δύο ἡμέρας πρότερον ἐζήτησεν ὁ κ. Λοῦρος παρὰ τοῦ κ. ταξιάρχου ἐπανειλημμένως τὴν ἀποστολὴν πυροβολικοῦ, ἐνόψει τῶν δύσκολων τῆς θέσεώς του.	[416, 744, 666, 795]
paragraph: Ἡ Κυβέρνησις φρονεῖ ὅτι ἡ Πύλη προέβη εἰς τὴν πρώτην ταύτην τῆς ἐπιβολῆς τῶν Δυνάμεων πρὸς ὡς ἐπανειλημμένως διαμαρτυρηθῇ ἡ Κυβέρνησις διὰ τὰς τόσας παρασπονδίας τῶν Τούρκων.	[1214, 1057, 1450, 1121]
paragraph: — Μετὰ τὴν ὑποχώρησιν τῆς πυροβολαρχίας Ζούκη εἶδομεν μακρόθεν ἐρχόμενον ἑλληνικὸν στράτευμα καὶ τὸν κ. Μαστραπᾶ, ὁ δὲ κ. Λοῦρος σπεύσας ἀμέσως διὰ νὰ λάβῃ τὰς διαταγάς του. Κατὰ τὴν στιγμὴν ἐκείνην τρεῖς ἢ τέσσαρες τουρκικαὶ ἴλαι ἐφάνησαν πλησίον μας, περίτροπος δὲ ὁ κ. Μαστραπᾶς διατάσσει ἀμέσως τὴν ὑποχώρησιν τῆς 5ου, αὐτὸν δυνάμενος εἰς Βοτζῆ. Καὶ τότε παρουσιάσθη τὸ μοναδικὸν φαινόμενον εἰς τὰ στρατιωτικὰ χρονικά, φρίκην ἐμποιοῦν.	[682, 164, 932, 303]
divider	[978, 444, 1168, 445]
paragraph: — Πόση ἦτον ὡς ἐγγιστα ἡ δύναμίς του;	[416, 346, 632, 359]
divider	[1214, 1125, 1450, 1127]
paragraph: — Ἐξακολουθήσατε, σᾶς παρακαλοῦμεν.	[416, 430, 635, 443]
paragraph: «Τὰ τελευταῖα ἄρθρα τῆς ἐφημερίδος ταύτης προσέθεν μέχρι τῆς δηλώσεως ὅτι μετὰ τὴν ἐκθρόνισιν τοῦ βασιλέως Γεωργίου (!!!) θὰ ἐγκατασταθῇ ἐν Ἑλλάδι δυναστεία καθαρῶς γερμανικὴ, ὡς ἡ καλυτέρα ἀναλαμβάνουσα τὴν ἐκτέλεσιν τοῦ ἔργου ἀπὸ τὸν αὐτοκράτορος Γουλιέλμου τοῦ Β'. τοῦ παντοδυνάμου τούτου ἡγεμόνος κλπ. κλπ.	[682, 1516, 932, 1617]
headline: ΤΑ ΕΝ ΚΡΗΤΗ	[1236, 1128, 1428, 1157]
paragraph: — Καὶ μεθ' ὅλην ὅμως τὴν ἀσύγκριτον ἀναλογίαν τῶν δυνάμεων μας τὸ γενναῖον 7 Εὔζωνικὸν κατώρθωσε νὰ συγκρατήσῃ τὰς ἐχθρικὰς κατὰ μέτωπον, οἵτινες ἀπελπισθέντες διὰ τὴν ἐπιτυχίαν τῶν κατὰ μέτωπον ἐπιθέσεων των, ἐπιτυγχάνουσι δευτέραν κυκλωτικὴν κίνησιν καὶ πλευροκοποῦσι τὸ τάγμα μας. Τότε πλέον ἠναγκάσθημεν νὰ ὑποχωρήσωμεν κατὰ λόχους, ἐ λ λ ε ί ψ ε ι ἐ π α ρ κ ε ί α ς δ υ ν ά μ ε ω ν. Αὐτὰ εἶνε.	[416, 444, 666, 583]
subheadline: ΒΟΜΒΑΡΔΙΣΜΟΣ ΕΝ ΙΕΡΑΠΕΤΡΑ	[1227, 1211, 1437, 1225]
subheadline: ΑΣΤΥΝΟΜΙΑ	[1289, 718, 1375, 734]
